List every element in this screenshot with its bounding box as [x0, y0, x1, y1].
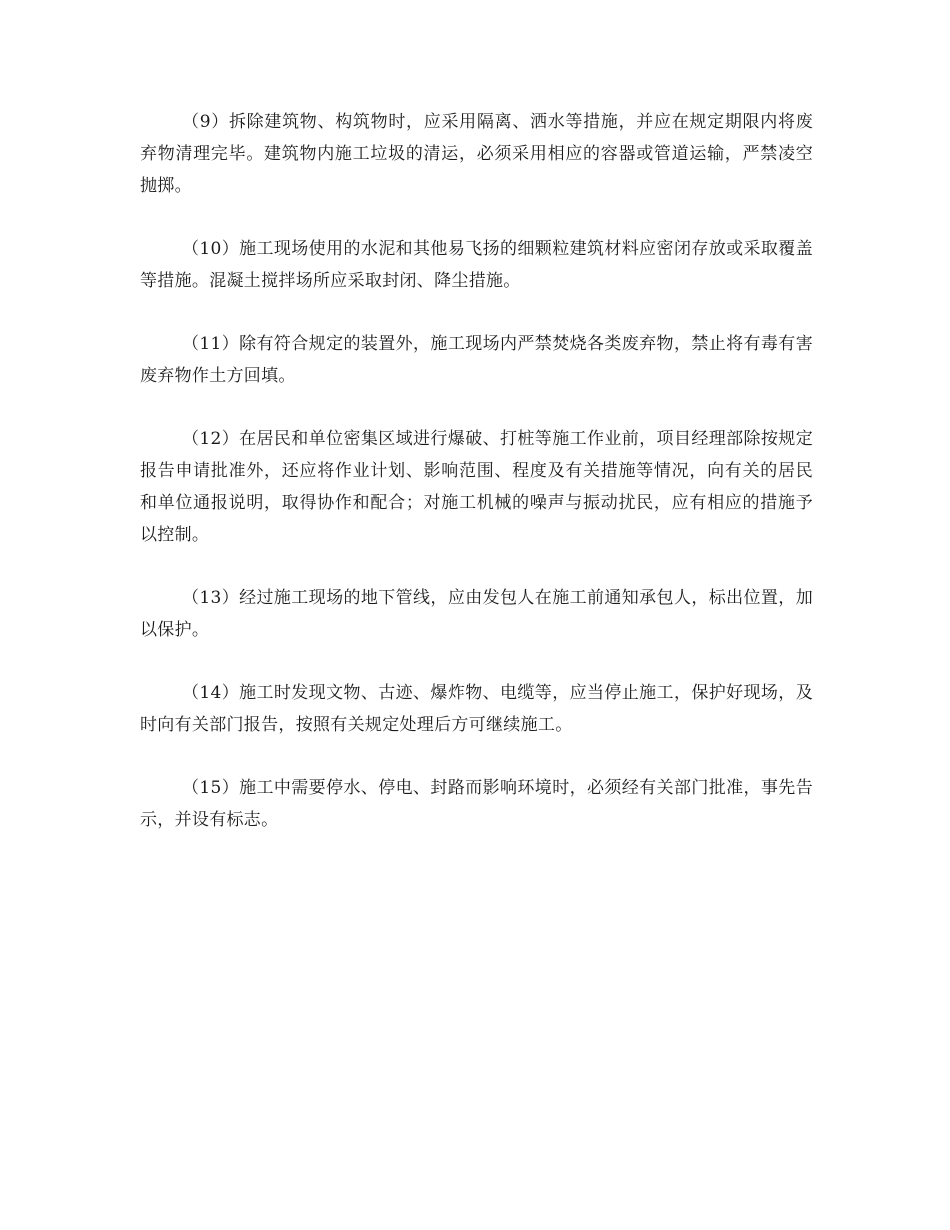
paragraph-11: （11）除有符合规定的装置外，施工现场内严禁焚烧各类废弃物，禁止将有毒有害废弃物作土方回填。	[140, 334, 813, 386]
paragraph-14: （14）施工时发现文物、古迹、爆炸物、电缆等，应当停止施工，保护好现场，及时向有关部门报告，按照有关规定处理后方可继续施工。	[140, 683, 813, 735]
paragraph-9: （9）拆除建筑物、构筑物时，应采用隔离、洒水等措施，并应在规定期限内将废弃物清理完毕。建筑物内施工垃圾的清运，必须采用相应的容器或管道运输，严禁凌空抛掷。	[140, 112, 813, 196]
paragraph-12: （12）在居民和单位密集区域进行爆破、打桩等施工作业前，项目经理部除按规定报告申请批准外，还应将作业计划、影响范围、程度及有关措施等情况，向有关的居民和单位通报说明，取得协作和配合；对施工机械的噪声与振动扰民，应有相应的措施予以控制。	[140, 429, 813, 545]
document-page	[140, 106, 813, 867]
paragraph-13: （13）经过施工现场的地下管线，应由发包人在施工前通知承包人，标出位置，加以保护。	[140, 588, 813, 640]
paragraph-15: （15）施工中需要停水、停电、封路而影响环境时，必须经有关部门批准，事先告示，并设有标志。	[140, 778, 813, 830]
paragraph-10: （10）施工现场使用的水泥和其他易飞扬的细颗粒建筑材料应密闭存放或采取覆盖等措施。混凝土搅拌场所应采取封闭、降尘措施。	[140, 239, 813, 291]
